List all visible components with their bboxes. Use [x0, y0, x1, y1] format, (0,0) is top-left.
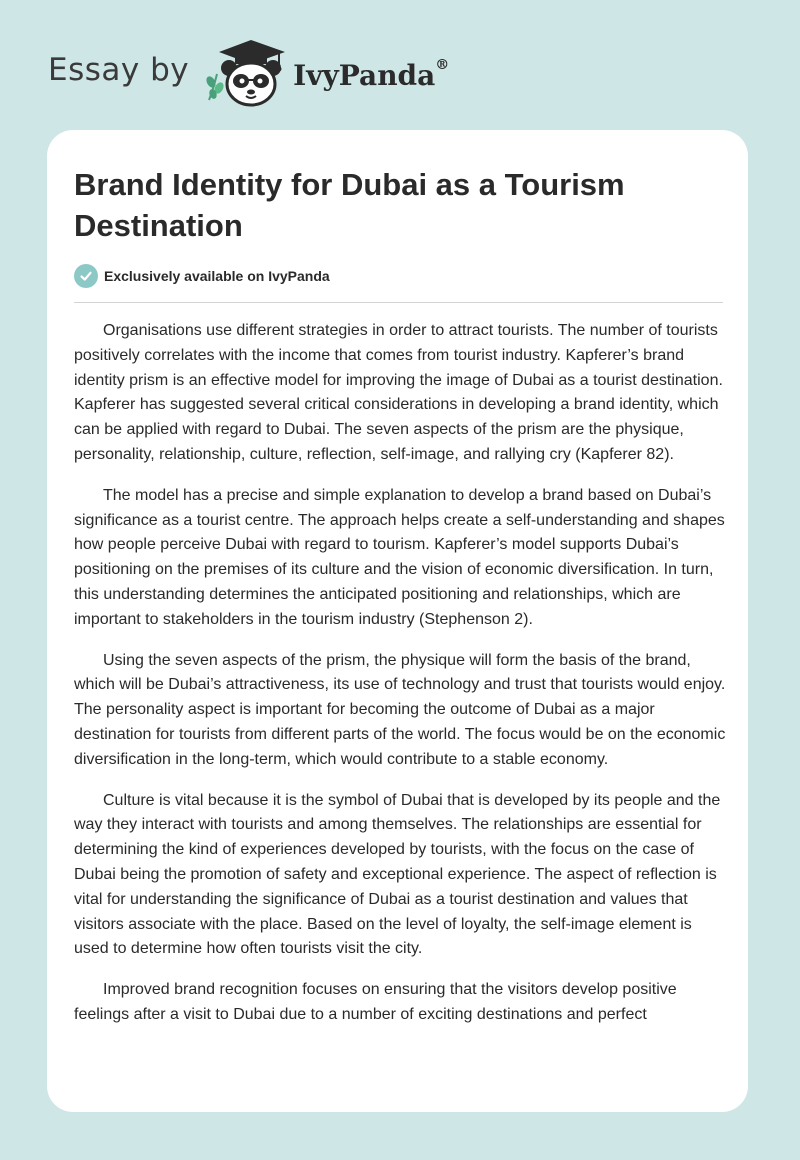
exclusive-label: Exclusively available on IvyPanda	[104, 268, 330, 284]
check-icon	[74, 264, 98, 288]
paragraph: Using the seven aspects of the prism, the physique will form the basis of the brand, which will be Dubai’s attractiveness, its use of technology and trust that tourists would enjoy. The personality aspect is important for becoming the outcome of Dubai as a major destination for tourists from different parts of the world. The focus would be on the economic diversification in the long-term, which would contribute to a stable economy.	[74, 651, 726, 768]
site-header	[48, 38, 548, 108]
page-title: Brand Identity for Dubai as a Tourism Destination	[74, 167, 625, 243]
paragraph: The model has a precise and simple explanation to develop a brand based on Dubai’s significance as a tourist centre. The approach helps create a self-understanding and shapes how people perceive Dubai with regard to tourism. Kapferer’s model supports Dubai’s positioning on the premises of its culture and the vision of economic diversification. In turn, this understanding determines the anticipated positioning and relationships, which are important to stakeholders in the tourism industry (Stephenson 2).	[74, 486, 725, 628]
brand-name[interactable]: IvyPanda®	[293, 56, 450, 92]
paragraph: Organisations use different strategies in order to attract tourists. The number of tourists positively correlates with the income that comes from tourist industry. Kapferer’s brand identity prism is an effective model for improving the image of Dubai as a tourist destination. Kapferer has suggested several critical considerations in developing a brand identity, which can be applied with regard to Dubai. The seven aspects of the prism are the physique, personality, relationship, culture, reflection, self-image, and rallying cry (Kapferer 82).	[74, 322, 723, 463]
essay-by-label: Essay by	[48, 52, 190, 88]
panda-graduate-icon	[199, 38, 291, 108]
exclusive-badge	[74, 264, 330, 288]
registered-mark: ®	[435, 56, 450, 73]
article-card	[47, 130, 748, 1112]
paragraph: Improved brand recognition focuses on ensuring that the visitors develop positive feelings after a visit to Dubai due to a number of exciting destinations and perfect	[74, 981, 677, 1023]
divider	[74, 302, 723, 303]
paragraph: Culture is vital because it is the symbol of Dubai that is developed by its people and the way they interact with tourists and among themselves. The relationships are essential for determining the kind of experiences developed by tourists, with the focus on the case of Dubai being the promotion of safety and exceptional experience. The aspect of reflection is vital for understanding the significance of Dubai as a tourist destination and values that visitors associate with the place. Based on the level of loyalty, the self-image element is used to determine how often tourists visit the city.	[74, 791, 721, 958]
article-body	[74, 319, 726, 1044]
